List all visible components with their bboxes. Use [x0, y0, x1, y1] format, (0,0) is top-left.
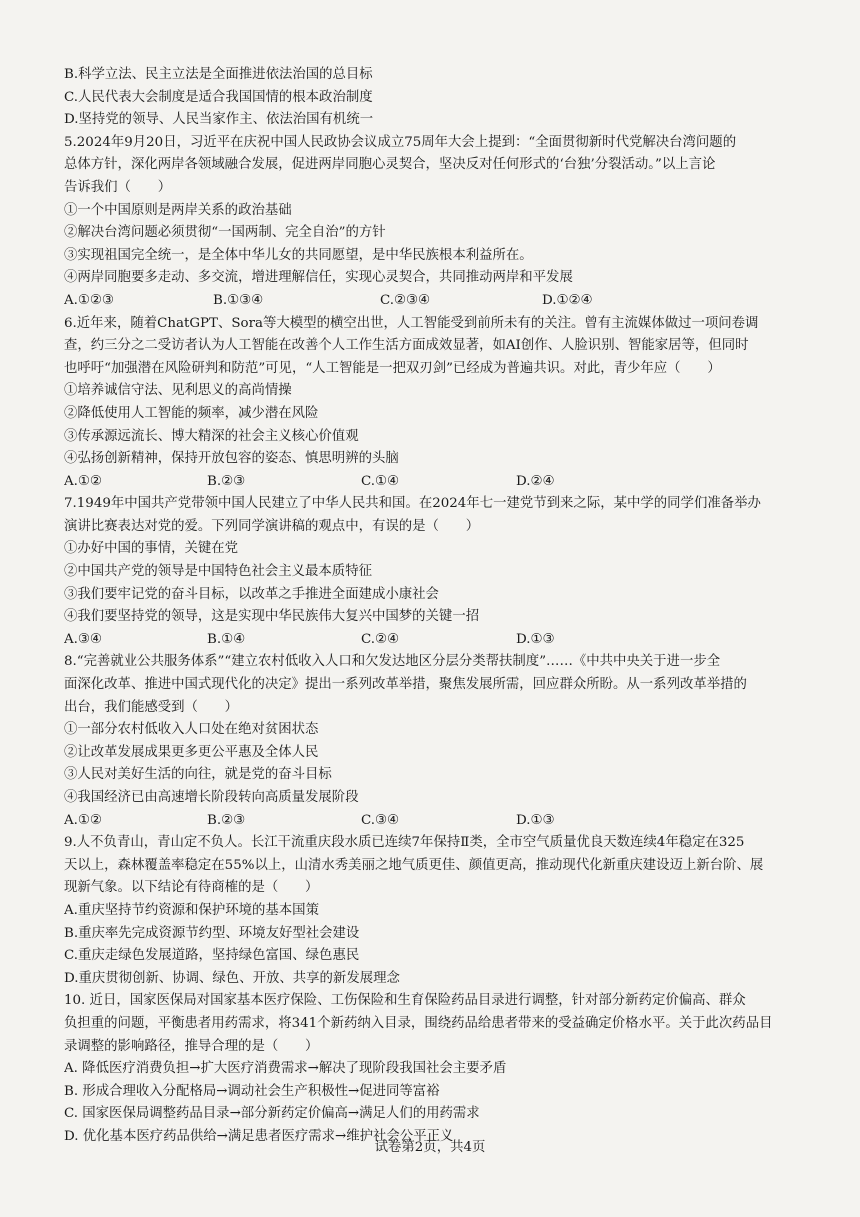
text-line: ④两岸同胞要多走动、多交流，增进理解信任，实现心灵契合，共同推动两岸和平发展: [64, 270, 573, 286]
text-line: 5.2024年9月20日，习近平在庆祝中国人民政协会议成立75周年大会上提到：“全面贯彻新时代党解决台湾问题的: [64, 134, 737, 150]
text-line: D.重庆贯彻创新、协调、绿色、开放、共享的新发展理念: [64, 970, 400, 986]
text-line: ①培养诚信守法、见利思义的高尚情操: [64, 383, 292, 399]
answer-option: D.①③: [516, 812, 555, 828]
text-line: ④我们要坚持党的领导，这是实现中华民族伟大复兴中国梦的关键一招: [64, 609, 480, 625]
text-line: 也呼吁“加强潜在风险研判和防范”可见，“人工智能是一把双刃剑”已经成为普遍共识。对此，青少年应（ ）: [64, 360, 721, 376]
text-line: 出台，我们能感受到（ ）: [64, 699, 239, 715]
text-line: ③实现祖国完全统一，是全体中华儿女的共同愿望，是中华民族根本利益所在。: [64, 247, 533, 263]
answer-options: [64, 629, 814, 652]
text-line: 录调整的影响路径，推导合理的是（ ）: [64, 1038, 319, 1054]
answer-options: [64, 810, 814, 833]
answer-option: C.③④: [361, 812, 400, 828]
text-line: ④弘扬创新精神，保持开放包容的姿态、慎思明辨的头脑: [64, 451, 399, 467]
text-line: ②降低使用人工智能的频率，减少潜在风险: [64, 405, 319, 421]
text-line: D. 优化基本医疗药品供给→满足患者医疗需求→维护社会公平正义: [64, 1128, 454, 1144]
text-line: 6.近年来，随着ChatGPT、Sora等大模型的横空出世，人工智能受到前所未有的关注。曾有主流媒体做过一项问卷调: [64, 315, 759, 331]
answer-option: A.①②: [64, 812, 102, 828]
answer-option: A.③④: [64, 631, 102, 647]
text-line: 7.1949年中国共产党带领中国人民建立了中华人民共和国。在2024年七一建党节到来之际，某中学的同学们准备举办: [64, 496, 761, 512]
text-line: 天以上，森林覆盖率稳定在55%以上，山清水秀美丽之地气质更佳、颜值更高，推动现代化新重庆建设迈上新台阶、展: [64, 857, 764, 873]
answer-option: D.①③: [516, 631, 555, 647]
page-footer: 试卷第2页，共4页: [374, 1140, 486, 1155]
text-line: ①一个中国原则是两岸关系的政治基础: [64, 202, 292, 218]
answer-option: B.①④: [207, 631, 246, 647]
text-line: ①办好中国的事情，关键在党: [64, 541, 239, 557]
answer-option: C.②④: [361, 631, 400, 647]
text-line: 总体方针，深化两岸各领域融合发展，促进两岸同胞心灵契合，坚决反对任何形式的‘台独’分裂活动。”以上言论: [64, 157, 716, 173]
text-line: B.科学立法、民主立法是全面推进依法治国的总目标: [64, 67, 373, 82]
text-line: B. 形成合理收入分配格局→调动社会生产积极性→促进同等富裕: [64, 1083, 440, 1099]
text-line: ①一部分农村低收入人口处在绝对贫困状态: [64, 722, 319, 738]
answer-option: B.①③④: [213, 292, 264, 308]
answer-option: D.①②④: [542, 292, 593, 308]
text-line: 10. 近日，国家医保局对国家基本医疗保险、工伤保险和生育保险药品目录进行调整，针对部分新药定价偏高、群众: [64, 993, 746, 1009]
text-line: ③传承源远流长、博大精深的社会主义核心价值观: [64, 428, 359, 444]
text-line: C.重庆走绿色发展道路，坚持绿色富国、绿色惠民: [64, 948, 360, 964]
text-line: ③我们要牢记党的奋斗目标，以改革之手推进全面建成小康社会: [64, 586, 439, 602]
text-line: 告诉我们（ ）: [64, 179, 172, 195]
text-line: 现新气象。以下结论有待商榷的是（ ）: [64, 880, 319, 896]
text-line: 8.“完善就业公共服务体系”“建立农村低收入人口和欠发达地区分层分类帮扶制度”……《中共中央关于进一步全: [64, 654, 721, 670]
text-line: 查，约三分之二受访者认为人工智能在改善个人工作生活方面成效显著，如AI创作、人脸识别、智能家居等，但同时: [64, 338, 749, 354]
answer-option: B.②③: [207, 473, 246, 489]
answer-options: [64, 290, 814, 313]
answer-option: D.②④: [516, 473, 555, 489]
answer-option: A.①②③: [64, 292, 114, 308]
answer-options: [64, 471, 814, 494]
text-line: 面深化改革、推进中国式现代化的决定》提出一系列改革举措，聚焦发展所需，回应群众所盼。从一系列改革举措的: [64, 677, 747, 693]
answer-option: C.②③④: [380, 292, 431, 308]
text-line: A. 降低医疗消费负担→扩大医疗消费需求→解决了现阶段我国社会主要矛盾: [64, 1061, 507, 1077]
text-line: C. 国家医保局调整药品目录→部分新药定价偏高→满足人们的用药需求: [64, 1106, 480, 1122]
text-line: 9.人不负青山，青山定不负人。长江干流重庆段水质已连续7年保持Ⅱ类，全市空气质量优良天数连续4年稳定在325: [64, 835, 745, 851]
answer-option: A.①②: [64, 473, 102, 489]
text-line: B.重庆率先完成资源节约型、环境友好型社会建设: [64, 925, 360, 941]
text-line: 负担重的问题，平衡患者用药需求，将341个新药纳入目录，围绕药品给患者带来的受益确定价格水平。关于此次药品目: [64, 1015, 773, 1031]
question-content: [64, 64, 814, 1149]
text-line: ②中国共产党的领导是中国特色社会主义最本质特征: [64, 564, 372, 580]
text-line: D.坚持党的领导、人民当家作主、依法治国有机统一: [64, 112, 374, 128]
text-line: 演讲比赛表达对党的爱。下列同学演讲稿的观点中，有误的是（ ）: [64, 518, 480, 534]
text-line: ③人民对美好生活的向往，就是党的奋斗目标: [64, 767, 332, 783]
answer-option: B.②③: [207, 812, 246, 828]
text-line: A.重庆坚持节约资源和保护环境的基本国策: [64, 902, 319, 918]
text-line: C.人民代表大会制度是适合我国国情的根本政治制度: [64, 89, 373, 105]
answer-option: C.①④: [361, 473, 400, 489]
text-line: ②解决台湾问题必须贯彻“一国两制、完全自治”的方针: [64, 225, 386, 241]
text-line: ④我国经济已由高速增长阶段转向高质量发展阶段: [64, 790, 359, 805]
text-line: ②让改革发展成果更多更公平惠及全体人民: [64, 744, 319, 760]
